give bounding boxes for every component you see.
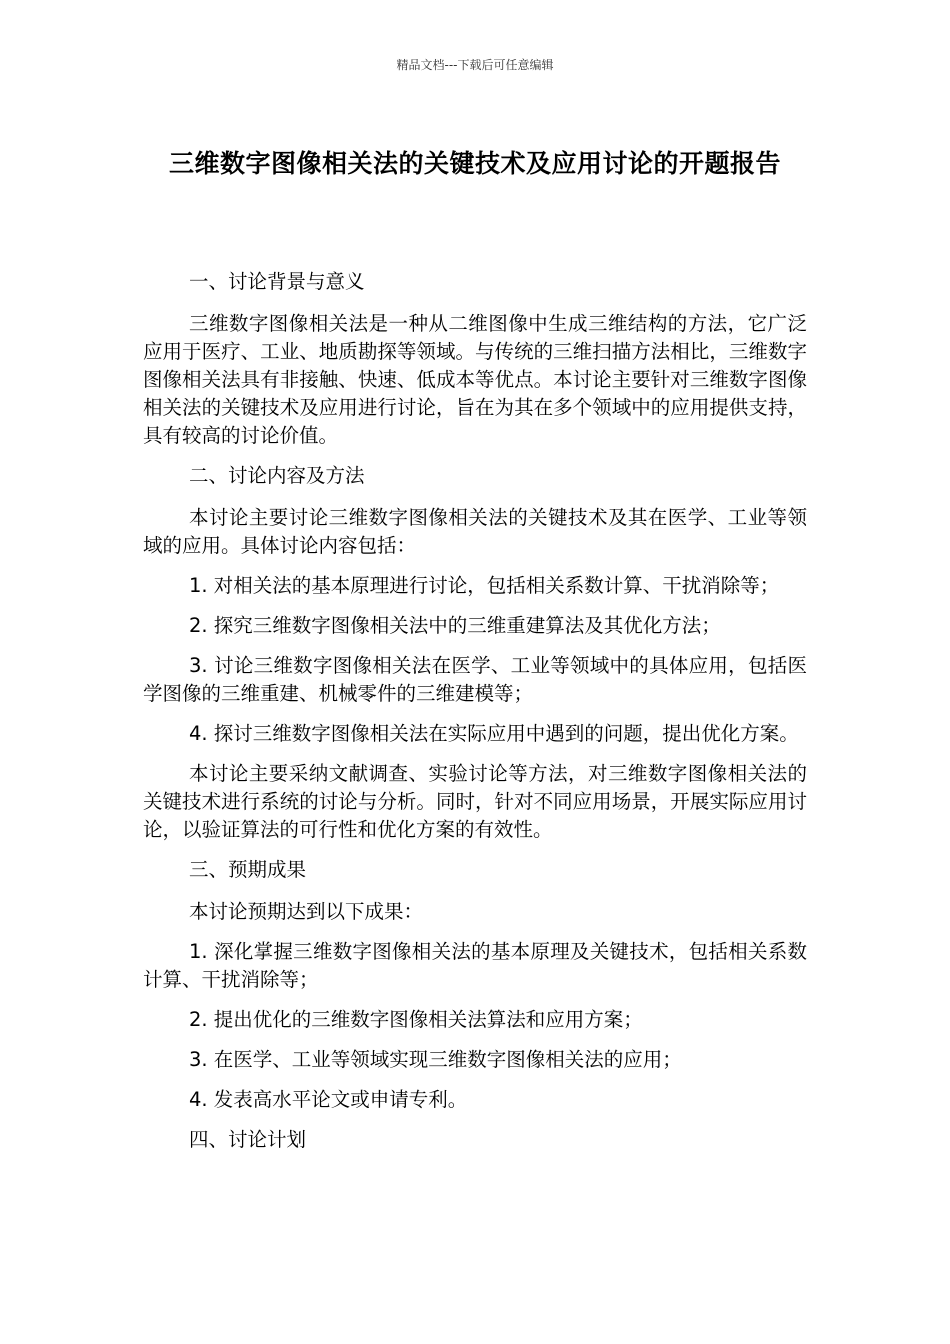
list-item-content-1: 1. 对相关法的基本原理进行讨论，包括相关系数计算、干扰消除等； xyxy=(189,574,780,597)
paragraph-content-intro: 本讨论主要讨论三维数字图像相关法的关键技术及其在医学、工业等领域的应用。具体讨论内容包括： xyxy=(143,506,807,557)
list-item-result-4: 4. 发表高水平论文或申请专利。 xyxy=(189,1088,468,1111)
list-item-content-3: 3. 讨论三维数字图像相关法在医学、工业等领域中的具体应用，包括医学图像的三维重建、机械零件的三维建模等； xyxy=(143,654,807,705)
document-body xyxy=(143,268,807,1168)
list-item-result-2: 2. 提出优化的三维数字图像相关法算法和应用方案； xyxy=(189,1008,643,1031)
paragraph-methods: 本讨论主要采纳文献调查、实验讨论等方法，对三维数字图像相关法的关键技术进行系统的讨论与分析。同时，针对不同应用场景，开展实际应用讨论，以验证算法的可行性和优化方案的有效性。 xyxy=(143,762,807,841)
section-heading-background: 一、讨论背景与意义 xyxy=(189,270,365,293)
paragraph-background: 三维数字图像相关法是一种从二维图像中生成三维结构的方法，它广泛应用于医疗、工业、地质勘探等领域。与传统的三维扫描方法相比，三维数字图像相关法具有非接触、快速、低成本等优点。本讨论主要针对三维数字图像相关法的关键技术及应用进行讨论，旨在为其在多个领域中的应用提供支持，具有较高的讨论价值。 xyxy=(143,312,807,447)
page-header: 精品文档---下载后可任意编辑 xyxy=(396,58,554,72)
document-title: 三维数字图像相关法的关键技术及应用讨论的开题报告 xyxy=(168,149,781,178)
section-heading-expected-results: 三、预期成果 xyxy=(189,858,307,881)
list-item-result-1: 1. 深化掌握三维数字图像相关法的基本原理及关键技术，包括相关系数计算、干扰消除等； xyxy=(143,940,807,991)
list-item-content-4: 4. 探讨三维数字图像相关法在实际应用中遇到的问题，提出优化方案。 xyxy=(189,722,799,745)
list-item-result-3: 3. 在医学、工业等领域实现三维数字图像相关法的应用； xyxy=(189,1048,682,1071)
section-heading-plan: 四、讨论计划 xyxy=(189,1128,307,1151)
list-item-content-2: 2. 探究三维数字图像相关法中的三维重建算法及其优化方法； xyxy=(189,614,721,637)
paragraph-results-intro: 本讨论预期达到以下成果： xyxy=(189,900,424,923)
section-heading-content-methods: 二、讨论内容及方法 xyxy=(189,464,365,487)
